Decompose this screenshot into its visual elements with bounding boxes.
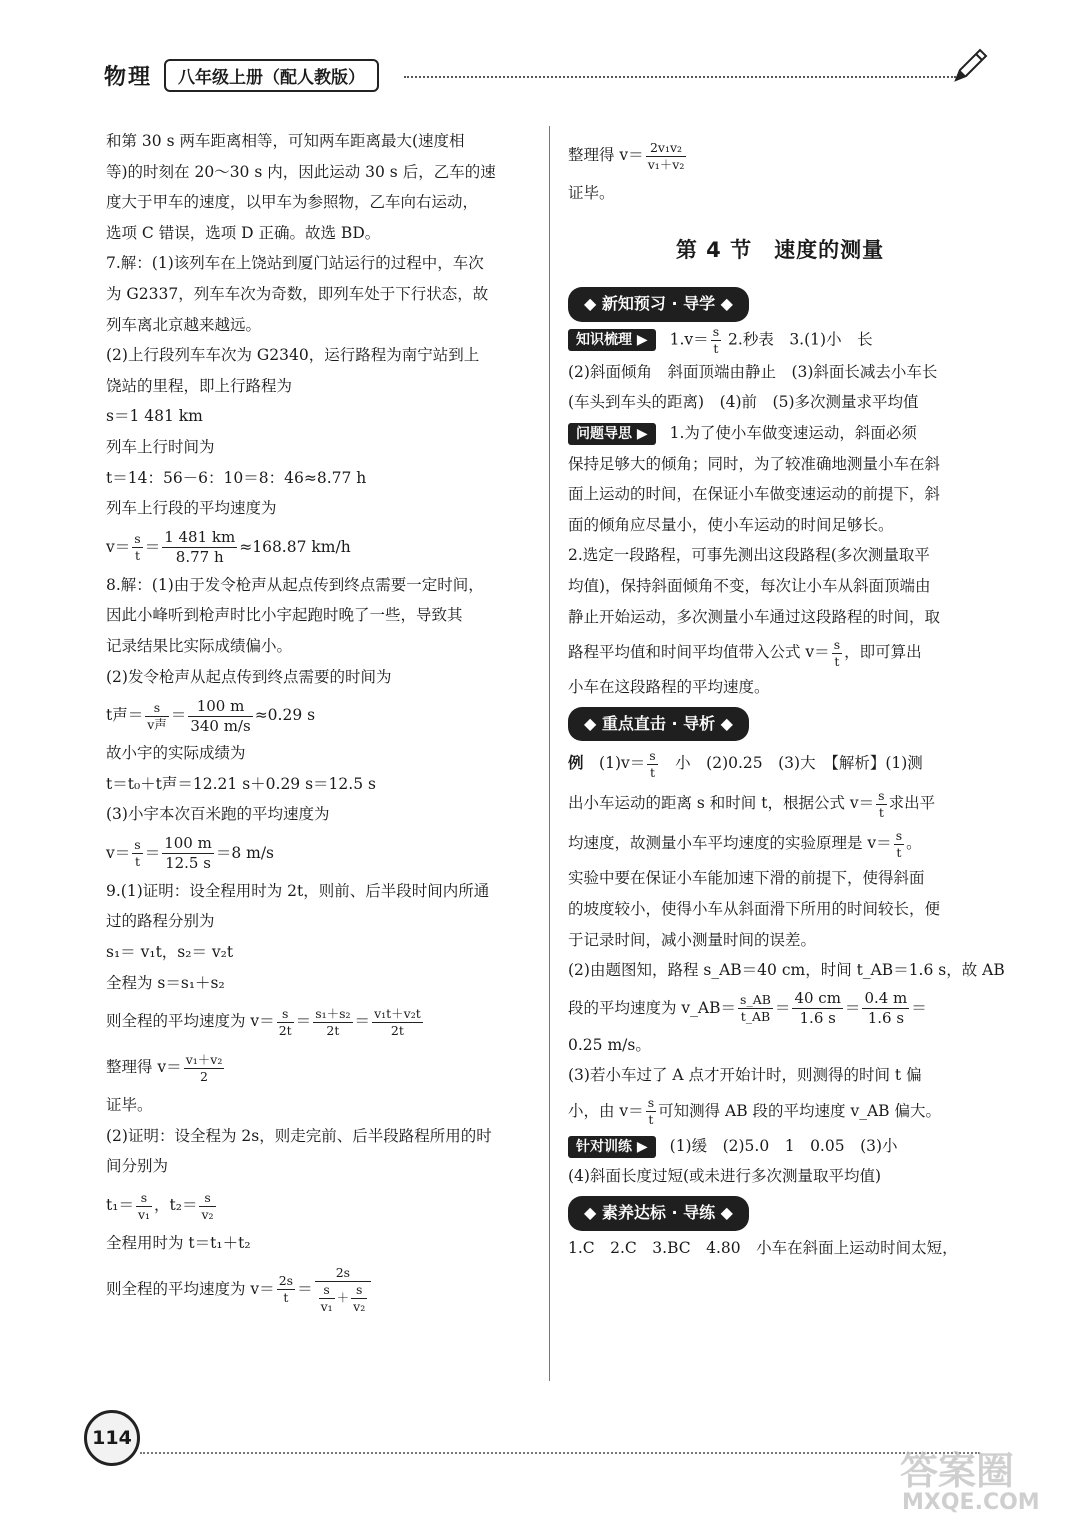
text-line: 过的路程分别为 (106, 912, 215, 931)
grade-label: 八年级上册（配人教版） (164, 59, 379, 92)
tag-question: 问题导思 ▶ (568, 423, 656, 445)
formula-line: 路程平均值和时间平均值带入公式 v＝ $\frac{s}{t}$ ，即可算出 (568, 636, 922, 669)
text-line: 和第 30 s 两车距离相等，可知两车距离最大(速度相 (106, 132, 465, 150)
page-header (104, 58, 379, 92)
text-line: 全程用时为 t＝t₁＋t₂ (106, 1234, 251, 1253)
formula-line: t声＝ s v声 ＝ $\frac{100 m}{340 m/s}$ ≈0.29 s (106, 696, 316, 735)
text-line: (2)发令枪声从起点传到终点需要的时间为 (106, 667, 392, 686)
text-line: 间分别为 (106, 1157, 169, 1176)
text-line: (3)若小车过了 A 点才开始计时，则测得的时间 t 偏 (568, 1066, 922, 1085)
section-title: 第 4 节 速度的测量 (675, 237, 885, 262)
text-line: 知识梳理 ▶ 1.v＝ $\frac{s}{t}$ 2.秒表 3.(1)小 长 (568, 324, 992, 357)
text-line: 故小宇的实际成绩为 (106, 744, 246, 763)
subject-title: 物理 (104, 64, 153, 90)
banner-quality: ◆ 素养达标 · 导练 ◆ (568, 1196, 749, 1231)
text-line: 静止开始运动，多次测量小车通过这段路程的时间，取 (568, 607, 941, 626)
text-line: (3)小宇本次百米跑的平均速度为 (106, 805, 330, 824)
text-line: 均值)，保持斜面倾角不变，每次让小车从斜面顶端由 (568, 576, 931, 595)
text-line: (车头到车头的距离) (4)前 (5)多次测量求平均值 (568, 393, 919, 412)
watermark-url: MXQE.COM (902, 1490, 1040, 1515)
banner-preview: ◆ 新知预习 · 导学 ◆ (568, 287, 749, 322)
text-line: 8.解：(1)由于发令枪声从起点传到终点需要一定时间， (106, 575, 484, 594)
right-column (568, 132, 1005, 1263)
text-line: 保持足够大的倾角；同时，为了较准确地测量小车在斜 (568, 454, 941, 473)
formula-line: 例 (1)v＝ $\frac{s}{t}$ 小 (2)0.25 (3)大 【解析】(1)测 (568, 747, 923, 780)
text-line: 记录结果比实际成绩偏小。 (106, 636, 293, 655)
text-line: 列车上行时间为 (106, 437, 215, 456)
text-line: 2.选定一段路程，可事先测出这段路程(多次测量取平 (568, 546, 930, 565)
formula-line: 段的平均速度为 v_AB＝ $\frac{s\_AB}{t\_AB}$ ＝ $\frac{40 cm}{1.6 s}$ ＝ $\frac{0.4 m}{1.6 s}$ ＝ (568, 989, 927, 1028)
text-line: 1.C 2.C 3.BC 4.80 小车在斜面上运动时间太短， (568, 1238, 958, 1257)
formula-line: 则全程的平均速度为 v＝ $\frac{2s}{t}$ ＝ 2s $\frac{s}{\text{v₁}}$ ＋ $\frac{s}{\text{v₂}}$ (106, 1259, 530, 1319)
text-line: 因此小峰听到枪声时比小宇起跑时晚了一些，导致其 (106, 606, 463, 625)
text-line: 9.(1)证明：设全程用时为 2t，则前、后半段时间内所通 (106, 881, 490, 900)
text-line: (4)斜面长度过短(或未进行多次测量取平均值) (568, 1167, 882, 1186)
pen-icon (950, 46, 990, 86)
formula-line: 出小车运动的距离 s 和时间 t，根据公式 v＝ $\frac{s}{t}$ 求出平 (568, 787, 936, 820)
text-line: 针对训练 ▶ (1)缓 (2)5.0 1 0.05 (3)小 (568, 1131, 992, 1162)
formula-line: 小，由 v＝ $\frac{s}{t}$ 可知测得 AB 段的平均速度 v_AB 偏大。 (568, 1095, 941, 1128)
text-line: (2)斜面倾角 斜面顶端由静止 (3)斜面长减去小车长 (568, 362, 938, 381)
formula-line: 均速度，故测量小车平均速度的实验原理是 v＝ $\frac{s}{t}$ 。 (568, 827, 922, 860)
text-line: 饶站的里程，即上行路程为 (106, 376, 293, 395)
watermark-logo: 答案圈 (900, 1449, 1015, 1493)
text-line: 证毕。 (106, 1096, 153, 1115)
text-line: 实验中要在保证小车能加速下滑的前提下，使得斜面 (568, 869, 925, 888)
text-line: s＝1 481 km (106, 407, 203, 426)
text-line: 度大于甲车的速度，以甲车为参照物，乙车向右运动， (106, 193, 479, 212)
text-line: 于记录时间，减小测量时间的误差。 (568, 930, 817, 949)
text-line: t＝14：56－6：10＝8：46≈8.77 h (106, 468, 367, 487)
left-column (106, 126, 530, 1319)
page-number: 114 (84, 1410, 140, 1466)
text-line: 证毕。 (568, 184, 615, 202)
formula-line: 整理得 v＝ $\frac{\text{2v₁v₂}}{\text{v₁＋v₂}}$ (568, 139, 685, 172)
text-line: (2)由题图知，路程 s_AB＝40 cm，时间 t_AB＝1.6 s，故 AB (568, 961, 1005, 980)
text-line: 列车离北京越来越远。 (106, 315, 262, 334)
text-line: 面的倾角应尽量小，使小车运动的时间足够长。 (568, 515, 894, 534)
formula-line: 则全程的平均速度为 v＝ $\frac{s}{2t}$ ＝ $\frac{\text{s₁＋s₂}}{2t}$ ＝ $\frac{\text{v₁t＋v₂t}}{2t}$ (106, 1005, 421, 1038)
text-line: t＝t₀＋t声＝12.21 s＋0.29 s＝12.5 s (106, 774, 376, 793)
formula-line: v＝ $\frac{s}{t}$ ＝ $\frac{1 481 km}{8.77 h}$ ≈168.87 km/h (106, 528, 351, 567)
text-line: 为 G2337，列车车次为奇数，即列车处于下行状态，故 (106, 284, 489, 303)
text-line: 等)的时刻在 20～30 s 内，因此运动 30 s 后，乙车的速 (106, 162, 496, 181)
text-line: 0.25 m/s。 (568, 1035, 651, 1054)
text-line: 小车在这段路程的平均速度。 (568, 678, 770, 697)
text-line: 7.解：(1)该列车在上饶站到厦门站运行的过程中，车次 (106, 254, 484, 273)
text-line: 选项 C 错误，选项 D 正确。故选 BD。 (106, 223, 381, 242)
text-line: s₁＝ v₁t，s₂＝ v₂t (106, 943, 234, 962)
banner-focus: ◆ 重点直击 · 导析 ◆ (568, 707, 749, 742)
tag-knowledge: 知识梳理 ▶ (568, 329, 656, 351)
footer-rule (140, 1452, 980, 1454)
tag-practice: 针对训练 ▶ (568, 1136, 656, 1158)
formula-line: v＝ $\frac{s}{t}$ ＝ $\frac{100 m}{12.5 s}$ ＝8 m/s (106, 834, 274, 873)
formula-line: t₁＝ $\frac{s}{\text{v₁}}$ ，t₂＝ $\frac{s}{\text{v₂}}$ (106, 1189, 214, 1222)
header-rule (404, 76, 956, 78)
text-line: (2)证明：设全程为 2s，则走完前、后半段路程所用的时 (106, 1126, 492, 1145)
text-line: 全程为 s＝s₁＋s₂ (106, 973, 225, 992)
column-divider (549, 126, 550, 1381)
text-line: 列车上行段的平均速度为 (106, 499, 277, 518)
text-line: (2)上行段列车车次为 G2340，运行路程为南宁站到上 (106, 346, 480, 365)
text-line: 的坡度较小，使得小车从斜面滑下所用的时间较长，便 (568, 899, 941, 918)
formula-line: 整理得 v＝ $\frac{\text{v₁＋v₂}}{2}$ (106, 1051, 223, 1084)
text-line: 问题导思 ▶ 1.为了使小车做变速运动，斜面必须 (568, 418, 992, 449)
text-line: 面上运动的时间，在保证小车做变速运动的前提下，斜 (568, 485, 941, 504)
